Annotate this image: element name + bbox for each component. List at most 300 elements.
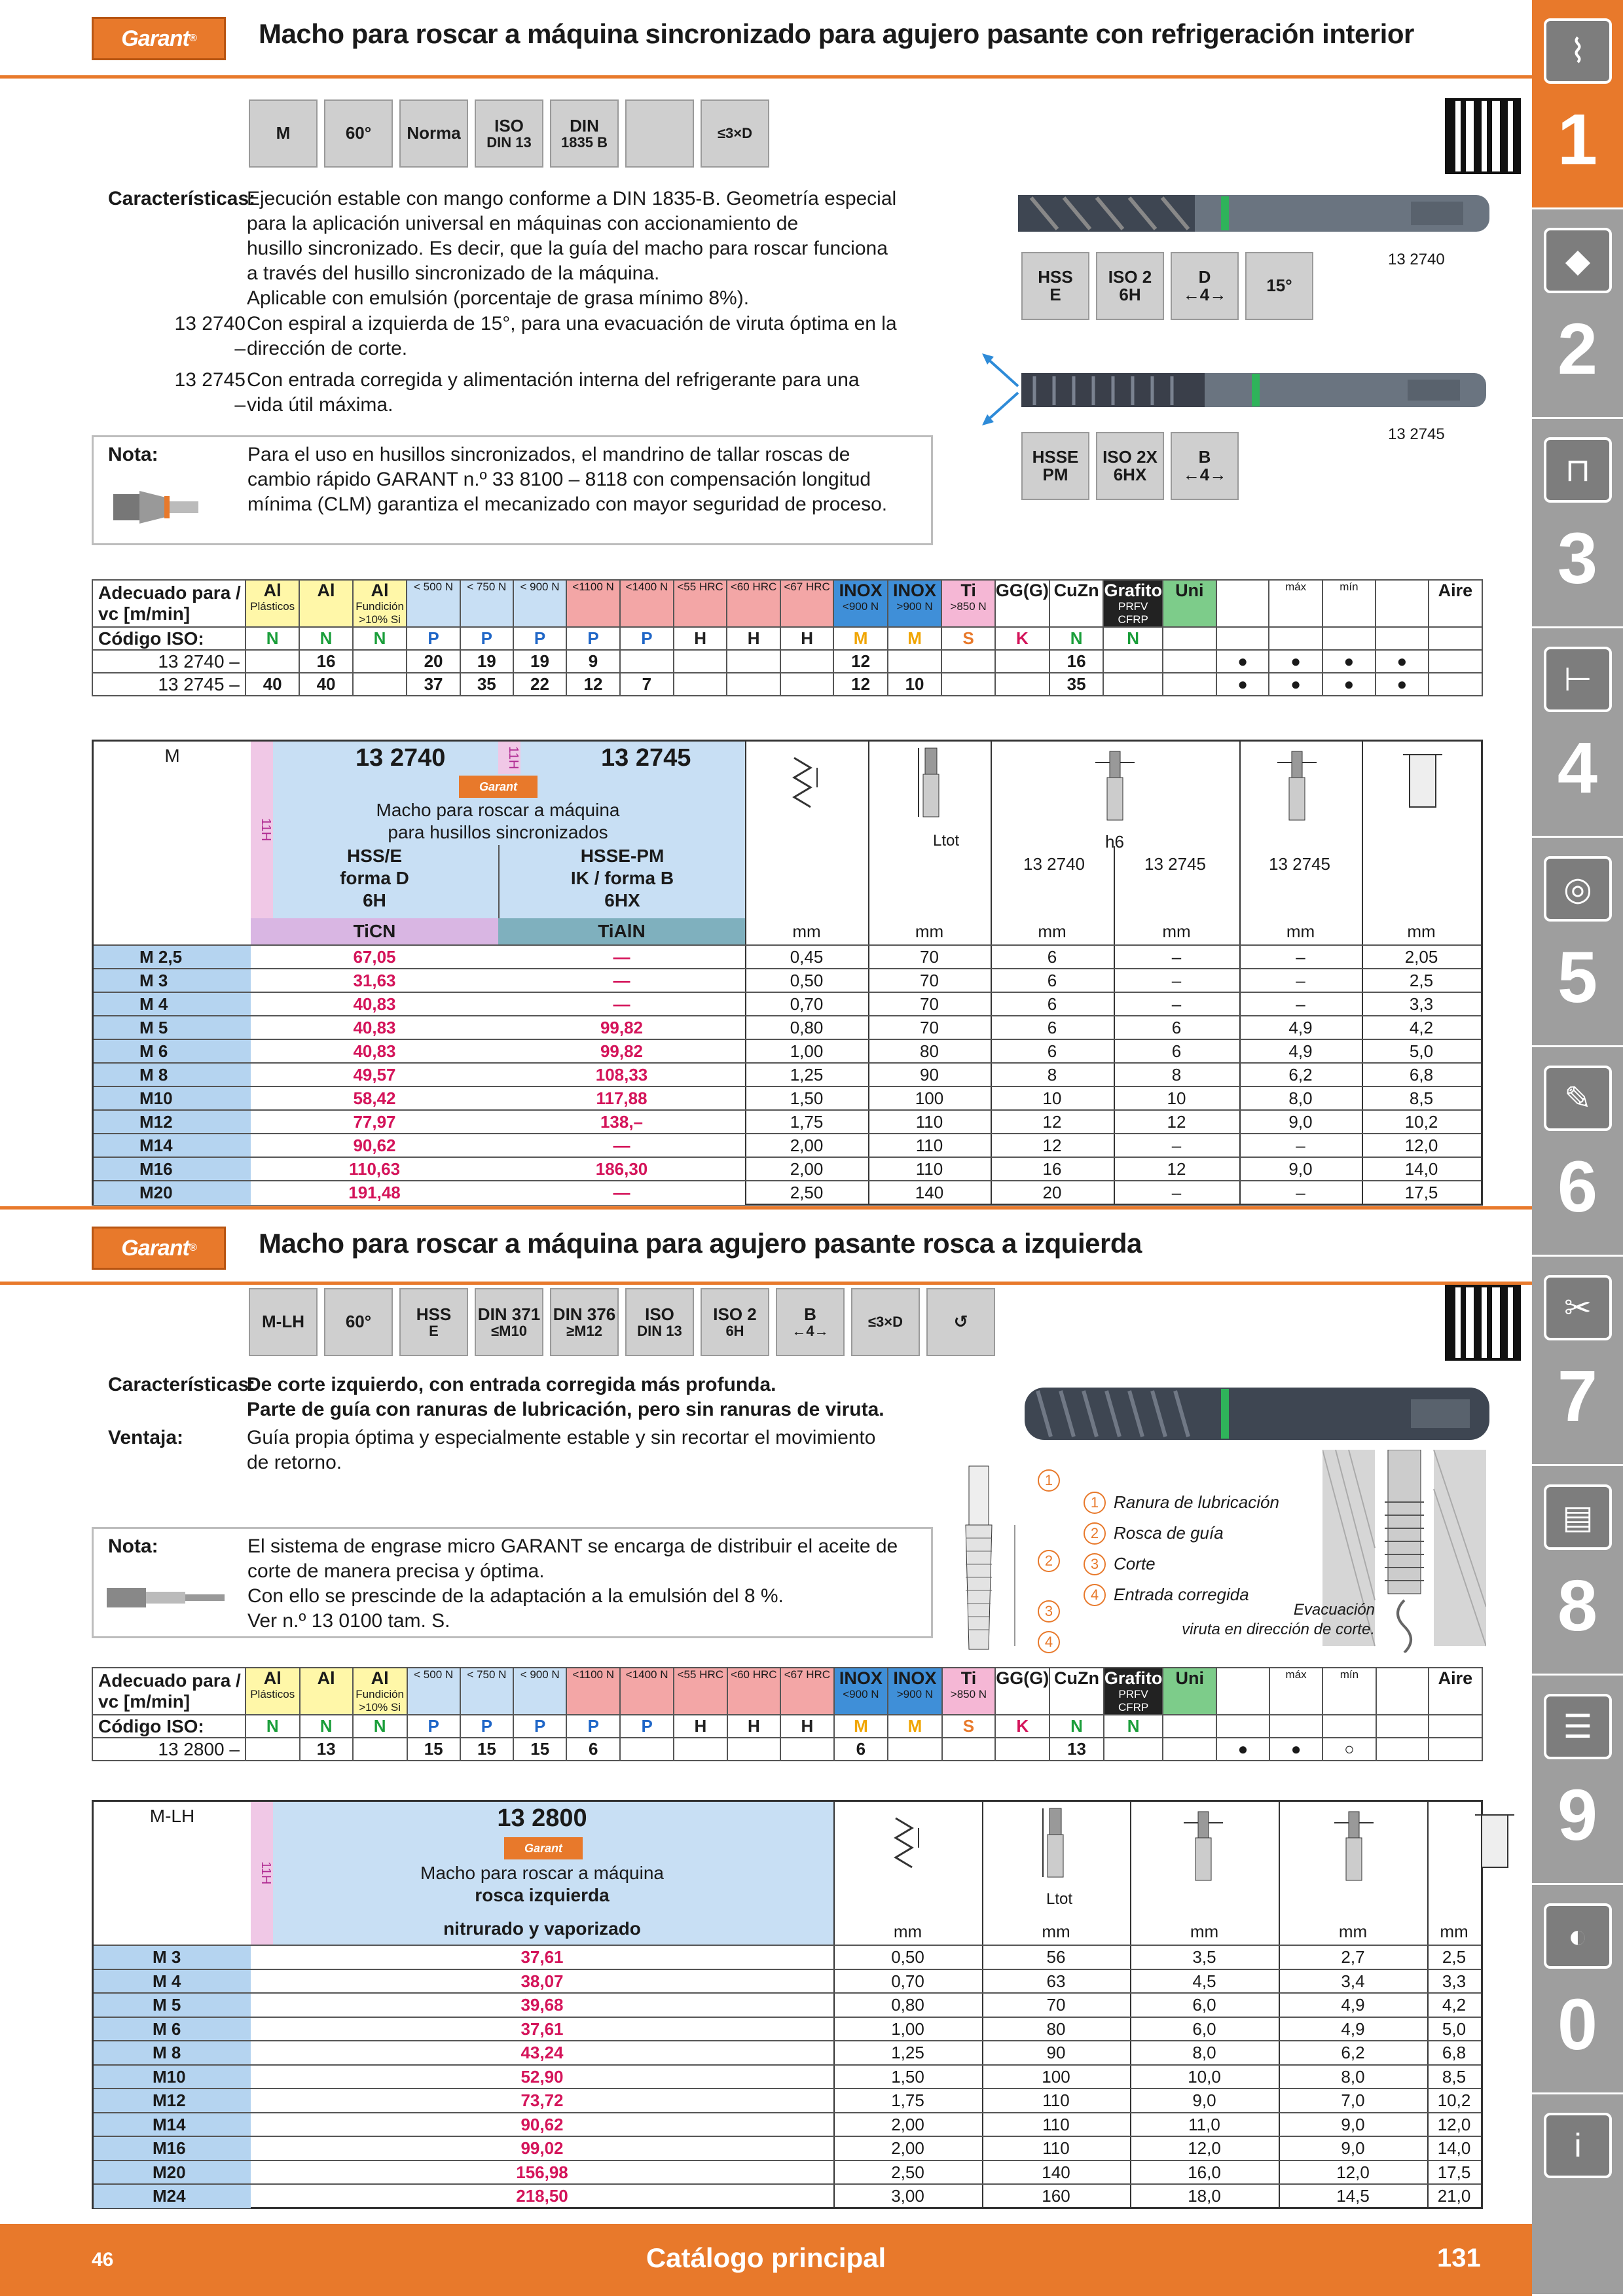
dimension-cell: 80 xyxy=(920,1041,939,1061)
icon-top: ↺ xyxy=(953,1312,968,1332)
tap-image-132745 xyxy=(982,350,1493,429)
col-sub: <1100 N xyxy=(572,581,614,593)
vc-value: 6 xyxy=(566,1738,620,1761)
price-cell: 99,82 xyxy=(498,1040,745,1064)
text-line: corte de manera precisa y óptima. xyxy=(247,1560,545,1582)
pitch-icon xyxy=(889,1815,928,1884)
vc-value: 9 xyxy=(566,650,620,673)
item-code: 13 2745 – xyxy=(174,369,246,416)
col-top: INOX xyxy=(839,581,883,600)
length-icon xyxy=(1040,1805,1072,1887)
col-sub: < 750 N xyxy=(467,1668,507,1681)
vc-value: ● xyxy=(1216,1738,1269,1761)
dimension-cell: 100 xyxy=(915,1088,944,1108)
dimension-cell: 6,0 xyxy=(1192,2018,1216,2039)
text-line: Con espiral a izquierda de 15°, para una evacuación de viruta óptima en la xyxy=(247,313,897,334)
chapter-number: 6 xyxy=(1557,1147,1598,1227)
iso-code xyxy=(1429,627,1482,650)
item-text xyxy=(247,368,941,418)
text-line: Aplicable con emulsión (porcentaje de grasa mínimo 8%). xyxy=(247,287,750,309)
material-col-header xyxy=(1049,580,1104,627)
legend-item xyxy=(1084,1487,1319,1518)
length-label: Ltot xyxy=(933,832,960,850)
label-line: Adecuado para / xyxy=(98,583,241,603)
dimension-cell: 2,00 xyxy=(790,1136,824,1155)
dimension-cell: 6,8 xyxy=(1409,1065,1434,1085)
dimension-cell: 70 xyxy=(920,1018,939,1037)
size-cell: M10 xyxy=(94,2066,251,2089)
material: HSS/E xyxy=(346,846,403,866)
iso-label: Código ISO: xyxy=(92,1715,246,1738)
garant-logo: Garant xyxy=(459,776,538,798)
material-col-header xyxy=(1429,1668,1482,1715)
dimension-cell: 0,80 xyxy=(790,1018,824,1037)
icon-top: ISO xyxy=(645,1304,674,1324)
spec-tag xyxy=(1096,252,1164,320)
product-code: 13 2745 xyxy=(601,744,691,772)
note-box xyxy=(92,435,933,545)
tool-holder-image xyxy=(113,478,198,537)
material-col-header xyxy=(941,580,995,627)
section-title: Macho para roscar a máquina para agujero pasante rosca a izquierda xyxy=(259,1228,1142,1259)
price-cell: 99,02 xyxy=(520,2138,564,2158)
note-text xyxy=(247,1534,928,1634)
vc-value: 15 xyxy=(460,1738,513,1761)
price-cell: 67,05 xyxy=(251,946,498,969)
vc-value xyxy=(780,673,834,696)
left-rotation-icon xyxy=(926,1288,995,1356)
icon-top: M-LH xyxy=(262,1312,304,1332)
material-col-header xyxy=(1103,580,1163,627)
text-line: a través del husillo sincronizado de la máquina. xyxy=(247,262,660,284)
iso-code: P xyxy=(566,627,620,650)
size-cell: M 3 xyxy=(94,1946,251,1969)
unit-label: mm xyxy=(1338,1922,1368,1941)
iso-code: N xyxy=(353,627,407,650)
iso-code xyxy=(1322,1715,1376,1738)
unit-label: mm xyxy=(792,922,821,941)
desc-line: para husillos sincronizados xyxy=(388,822,608,842)
price-cell: 110,63 xyxy=(251,1158,498,1181)
col-top: Ti xyxy=(960,1668,977,1688)
size-cell: M 4 xyxy=(94,993,251,1016)
chapter-tab-1[interactable] xyxy=(1532,0,1623,209)
vc-value xyxy=(246,650,300,673)
size-cell: M14 xyxy=(94,2113,251,2137)
material-col-header xyxy=(888,1668,942,1715)
chapter-tab-5[interactable] xyxy=(1532,838,1623,1047)
icon-top: ISO xyxy=(494,115,524,135)
col-top: Aire xyxy=(1438,1668,1473,1688)
desc-line: Macho para roscar a máquina xyxy=(376,800,620,820)
vc-value xyxy=(780,1738,834,1761)
dimension-cell: 2,5 xyxy=(1409,971,1434,990)
vc-value: 35 xyxy=(460,673,513,696)
dimension-cell: 17,5 xyxy=(1404,1183,1438,1202)
material-col-header xyxy=(780,580,834,627)
dimension-cell: 0,80 xyxy=(891,1995,924,2015)
material-col-header xyxy=(674,580,727,627)
length-icon xyxy=(915,745,948,827)
row-code: 13 2740 – xyxy=(92,650,246,673)
price-cell: — xyxy=(498,1134,745,1158)
icon-top: 60° xyxy=(345,1312,372,1332)
text-line: de retorno. xyxy=(247,1452,342,1473)
dimension-cell: 6,8 xyxy=(1442,2043,1467,2062)
col-sub: < 750 N xyxy=(467,581,507,593)
col-sub: máx xyxy=(1285,581,1307,593)
dimension-cell: 12 xyxy=(1042,1112,1062,1132)
price-cell: 43,24 xyxy=(520,2043,564,2062)
callout-number: 4 xyxy=(1038,1631,1060,1653)
col-sub: mín xyxy=(1340,581,1359,593)
vc-value: 7 xyxy=(620,673,674,696)
dimension-cell: – xyxy=(1171,971,1182,990)
col-sub: Fundición >10% Si xyxy=(356,1688,405,1713)
iso2-icon xyxy=(701,1288,769,1356)
product-code: 13 2740 xyxy=(356,744,446,772)
page-number-left: 46 xyxy=(92,2249,114,2270)
product-code: 13 2800 xyxy=(497,1804,587,1832)
callout-number: 2 xyxy=(1038,1550,1060,1572)
text-line: dirección de corte. xyxy=(247,338,408,359)
dimension-cell: – xyxy=(1296,971,1305,990)
price-cell: 117,88 xyxy=(498,1087,745,1111)
iso-code: N xyxy=(1103,627,1163,650)
iso-code: N xyxy=(1049,627,1104,650)
unit-label: mm xyxy=(1038,922,1067,941)
dimension-cell: 7,0 xyxy=(1341,2090,1365,2110)
dimension-cell: 4,5 xyxy=(1192,1971,1216,1991)
iso-code: P xyxy=(620,627,674,650)
price-cell: 40,83 xyxy=(251,1040,498,1064)
dimension-cell: 8 xyxy=(1047,1065,1057,1085)
table-row xyxy=(94,1969,1481,1993)
dimension-cell: 80 xyxy=(1046,2018,1066,2039)
material-matrix xyxy=(92,579,1483,696)
iso-code: M xyxy=(888,1715,942,1738)
shank-icon xyxy=(1095,748,1135,830)
dimension-cell: 6 xyxy=(1047,994,1057,1014)
vc-value xyxy=(1163,650,1216,673)
note-text xyxy=(247,442,928,517)
iso-code: P xyxy=(566,1715,620,1738)
text-line: para la aplicación universal en máquinas con accionamiento de xyxy=(247,213,799,234)
chapter-number: 4 xyxy=(1557,728,1598,808)
size-cell: M 6 xyxy=(94,1040,251,1064)
garant-logo: Garant xyxy=(504,1837,583,1859)
price-cell: 37,61 xyxy=(520,2018,564,2039)
col-sub: >850 N xyxy=(950,600,987,613)
lubrication-system-image xyxy=(107,1581,225,1614)
material-col-header xyxy=(727,580,780,627)
iso-code xyxy=(1376,1715,1429,1738)
material-col-header xyxy=(1163,580,1216,627)
vc-value xyxy=(941,673,995,696)
legend-text: Ranura de lubricación xyxy=(1114,1492,1279,1512)
dimension-cell: 18,0 xyxy=(1188,2186,1221,2206)
note-label: Nota: xyxy=(108,444,158,465)
material-col-header xyxy=(674,1668,727,1715)
dimension-cell: 6 xyxy=(1171,1018,1182,1037)
iso-code xyxy=(1163,1715,1216,1738)
callout-number: 3 xyxy=(1038,1600,1060,1623)
size-cell: M12 xyxy=(94,2089,251,2113)
size-cell: M14 xyxy=(94,1134,251,1158)
price-cell: 138,– xyxy=(498,1111,745,1134)
vc-value: 13 xyxy=(300,1738,353,1761)
metric-lh-icon xyxy=(249,1288,318,1356)
dimension-cell: 110 xyxy=(915,1112,943,1132)
tag-top: HSSE xyxy=(1032,446,1079,467)
dimension-cell: 9,0 xyxy=(1192,2090,1216,2110)
product-description xyxy=(251,799,745,844)
col-top: CuZn xyxy=(1053,581,1099,600)
dimension-cell: 12 xyxy=(1167,1112,1186,1132)
iso-code: S xyxy=(941,627,995,650)
dimension-cell: 20 xyxy=(1042,1183,1062,1202)
chapter-tab-3[interactable] xyxy=(1532,419,1623,628)
unit-label: mm xyxy=(1286,922,1315,941)
price-cell: 52,90 xyxy=(520,2066,564,2087)
vc-value xyxy=(1429,650,1482,673)
col-top: GG(G) xyxy=(995,581,1049,600)
material-col-header xyxy=(1429,580,1482,627)
vc-value xyxy=(353,673,407,696)
dimension-cell: 90 xyxy=(920,1065,939,1085)
dimension-cell: 11,0 xyxy=(1188,2114,1220,2134)
advantage-label: Ventaja: xyxy=(108,1427,184,1448)
col-top: CuZn xyxy=(1054,1668,1100,1688)
chapter-tab-9[interactable] xyxy=(1532,1676,1623,1885)
iso-din-icon xyxy=(475,99,543,168)
vc-value: ● xyxy=(1216,650,1269,673)
dimension-cell: 0,45 xyxy=(790,947,824,967)
price-cell: 40,83 xyxy=(251,993,498,1016)
col-sub: < 900 N xyxy=(520,581,560,593)
material-col-header xyxy=(780,1668,834,1715)
product-note-item xyxy=(108,368,946,424)
vc-value xyxy=(674,650,727,673)
col-top: Ti xyxy=(960,581,976,600)
coating-label: TiCN xyxy=(251,918,498,944)
drill-icon: ⌇ xyxy=(1544,18,1612,84)
table-row xyxy=(94,1945,1481,1969)
dimension-cell: 8,5 xyxy=(1409,1088,1434,1108)
norm-icon xyxy=(399,99,468,168)
text-line: Ver n.º 13 0100 tam. S. xyxy=(247,1610,450,1632)
price-cell: 37,61 xyxy=(520,1947,564,1967)
dimension-cell: – xyxy=(1296,1183,1305,1202)
chapter-number: 8 xyxy=(1557,1566,1598,1646)
material-col-header xyxy=(353,580,407,627)
vc-value xyxy=(353,1738,407,1761)
vc-value: ● xyxy=(1269,650,1322,673)
dimension-cell: 3,5 xyxy=(1192,1947,1216,1967)
drill-size-icon xyxy=(1403,748,1442,817)
chapter-number: 3 xyxy=(1557,518,1598,599)
text-line: El sistema de engrase micro GARANT se encarga de distribuir el aceite de xyxy=(247,1535,898,1557)
iso-code: H xyxy=(780,627,834,650)
vc-value: 22 xyxy=(513,673,566,696)
unit-label: mm xyxy=(1162,922,1191,941)
iso-code: S xyxy=(942,1715,996,1738)
col-code: 13 2745 xyxy=(1144,854,1206,874)
features-label: Características: xyxy=(108,1374,256,1395)
coating-label: nitrurado y vaporizado xyxy=(443,1918,641,1939)
chapter-tab-8[interactable] xyxy=(1532,1466,1623,1676)
size-cell: M 8 xyxy=(94,1064,251,1087)
dimension-cell: 14,0 xyxy=(1437,2138,1471,2158)
vc-value xyxy=(888,1738,942,1761)
chapter-number: 2 xyxy=(1557,309,1598,389)
size-cell: M20 xyxy=(94,2161,251,2185)
chapter-number: 0 xyxy=(1557,1984,1598,2065)
icon-bottom: E xyxy=(429,1323,439,1340)
price-cell: 90,62 xyxy=(520,2114,564,2134)
table-row xyxy=(94,1180,1481,1204)
size-cell: M 8 xyxy=(94,2041,251,2065)
dimension-cell: – xyxy=(1171,947,1182,967)
iso-code xyxy=(1216,1715,1269,1738)
iso-code: P xyxy=(407,627,460,650)
icon-top: M xyxy=(276,123,291,143)
saw-icon: ◎ xyxy=(1544,856,1612,922)
price-cell: 40,83 xyxy=(251,1016,498,1040)
col-sub: <60 HRC xyxy=(731,1668,777,1681)
icon-bottom: DIN 13 xyxy=(637,1323,682,1340)
length-label: Ltot xyxy=(1046,1890,1073,1908)
dimension-cell: 8,5 xyxy=(1442,2066,1467,2087)
iso-code xyxy=(1322,627,1376,650)
material-col-header xyxy=(1376,1668,1429,1715)
pliers-icon: ✂ xyxy=(1544,1275,1612,1340)
iso-code: P xyxy=(460,627,513,650)
dimension-cell: 14,0 xyxy=(1404,1159,1438,1179)
iso-code: M xyxy=(888,627,941,650)
vc-value: 16 xyxy=(299,650,352,673)
chip-note-line: Evacuación xyxy=(1293,1601,1375,1619)
table-row xyxy=(94,1062,1481,1086)
dimension-cell: 70 xyxy=(1046,1995,1066,2015)
chapter-tab-0[interactable] xyxy=(1532,1885,1623,2094)
desc-line: Macho para roscar a máquina xyxy=(420,1863,664,1883)
vc-value xyxy=(727,1738,781,1761)
vc-value: ● xyxy=(1376,650,1429,673)
vc-value: 6 xyxy=(834,1738,888,1761)
vc-value: ● xyxy=(1216,673,1269,696)
vc-value xyxy=(1103,673,1163,696)
material-col-header xyxy=(1163,1668,1216,1715)
chapter-number: 7 xyxy=(1557,1356,1598,1437)
legend-number: 4 xyxy=(1084,1584,1106,1606)
price-cell: — xyxy=(498,1181,745,1205)
wrench-icon: ✎ xyxy=(1544,1066,1612,1131)
material-col-header xyxy=(460,1668,513,1715)
iso-code: P xyxy=(513,1715,566,1738)
col-sub: <1400 N xyxy=(625,1668,668,1681)
hss-icon xyxy=(399,1288,468,1356)
chapter-tab-6[interactable] xyxy=(1532,1047,1623,1257)
vc-value: 12 xyxy=(566,673,620,696)
chapter-tab-i[interactable] xyxy=(1532,2094,1623,2296)
table-row xyxy=(94,1039,1481,1062)
dimension-cell: 5,0 xyxy=(1409,1041,1434,1061)
dimension-cell: 16,0 xyxy=(1188,2162,1221,2182)
chapter-tab-4[interactable] xyxy=(1532,628,1623,838)
table-row xyxy=(94,1086,1481,1109)
unit-label: mm xyxy=(1190,1922,1219,1941)
iso-code: N xyxy=(246,1715,300,1738)
table-row xyxy=(94,2160,1481,2184)
chamfer-icon xyxy=(776,1288,845,1356)
vc-value xyxy=(674,1738,727,1761)
col-top: Al xyxy=(317,1668,335,1688)
product-note-item xyxy=(108,312,946,368)
price-cell: 90,62 xyxy=(251,1134,498,1158)
vc-value xyxy=(995,650,1049,673)
iso-code: N xyxy=(246,627,300,650)
vc-value: 19 xyxy=(460,650,513,673)
chip-note xyxy=(1172,1600,1375,1640)
dimension-cell: 0,70 xyxy=(790,994,824,1014)
din371-icon xyxy=(475,1288,543,1356)
vc-value xyxy=(1104,1738,1163,1761)
col-top: Al xyxy=(263,1668,282,1688)
vc-value: 40 xyxy=(299,673,352,696)
qr-code[interactable] xyxy=(1445,1285,1521,1361)
vc-value xyxy=(780,650,834,673)
chapter-tab-2[interactable] xyxy=(1532,209,1623,419)
col-sub: <60 HRC xyxy=(730,581,777,593)
material-col-header xyxy=(1322,580,1376,627)
chapter-tab-7[interactable] xyxy=(1532,1257,1623,1466)
dimension-cell: 2,5 xyxy=(1442,1947,1467,1967)
vc-value xyxy=(620,1738,674,1761)
dimension-cell: 160 xyxy=(1042,2186,1070,2206)
product-table xyxy=(92,740,1483,1206)
price-cell: 31,63 xyxy=(251,969,498,993)
table-row xyxy=(94,2112,1481,2136)
tag-top: HSS xyxy=(1038,266,1073,287)
dimension-cell: 6,2 xyxy=(1288,1065,1313,1085)
dimension-cell: 110 xyxy=(1042,2090,1070,2110)
dimension-cell: 110 xyxy=(1042,2138,1070,2158)
form: IK / forma B xyxy=(570,868,674,888)
qr-code[interactable] xyxy=(1445,98,1521,174)
form: forma D xyxy=(340,868,409,888)
col-top: Al xyxy=(371,1668,389,1688)
dimension-cell: – xyxy=(1171,994,1182,1014)
dimension-cell: – xyxy=(1296,947,1305,967)
iso-code: M xyxy=(834,1715,888,1738)
iso-code: N xyxy=(1049,1715,1104,1738)
dimension-cell: 10 xyxy=(1042,1088,1062,1108)
iso-label: Código ISO: xyxy=(92,627,246,650)
tap-image-132800 xyxy=(1025,1374,1489,1460)
dimension-cell: 8,0 xyxy=(1288,1088,1313,1108)
dimension-cell: 63 xyxy=(1046,1971,1066,1991)
dimension-cell: 12,0 xyxy=(1437,2114,1471,2134)
col-top: Al xyxy=(263,581,282,600)
dimension-cell: 100 xyxy=(1042,2066,1070,2087)
iso-code: H xyxy=(674,627,727,650)
iso-code: N xyxy=(353,1715,407,1738)
dimension-cell: 6 xyxy=(1047,1018,1057,1037)
vc-value xyxy=(888,650,941,673)
vc-value: 16 xyxy=(1049,650,1104,673)
vc-value xyxy=(727,673,780,696)
